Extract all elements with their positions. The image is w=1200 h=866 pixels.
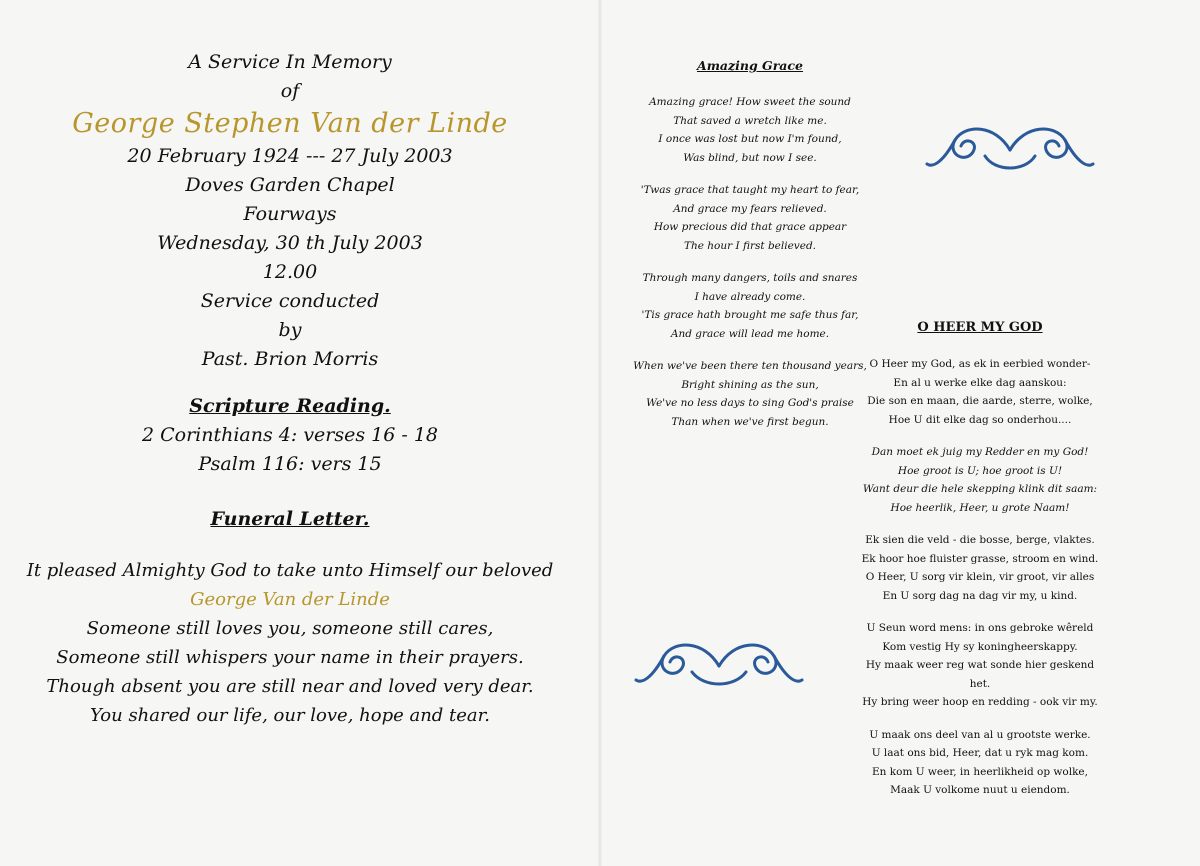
verse-line: I have already come. xyxy=(694,290,806,303)
area: Fourways xyxy=(243,203,337,225)
verse-line: Dan moet ek juig my Redder en my God! xyxy=(871,446,1089,458)
verse-line: 'Twas grace that taught my heart to fear, xyxy=(640,184,860,196)
o-heer-my-god-hymn xyxy=(860,320,1100,800)
scroll-ornament-top xyxy=(925,118,1095,178)
hymn-title: O HEER MY GOD xyxy=(917,320,1043,335)
verse-line: Bright shining as the sun, xyxy=(681,378,819,391)
amazing-grace-hymn xyxy=(625,58,875,431)
verse-line: En kom U weer, in heerlikheid op wolke, xyxy=(872,765,1088,778)
verse-line: Was blind, but now I see. xyxy=(683,151,817,164)
hymn-verse xyxy=(860,355,1100,429)
verse-line: Hoe groot is U; hoe groot is U! xyxy=(897,464,1063,477)
verse-line: Kom vestig Hy sy koningheerskappy. xyxy=(882,640,1078,653)
verse-line: O Heer my God, as ek in eerbied wonder- xyxy=(869,358,1091,370)
by-text: by xyxy=(278,319,302,341)
verse-line: En al u werke elke dag aanskou: xyxy=(893,376,1067,389)
hymn-verse xyxy=(860,619,1100,712)
verse-line: Hoe heerlik, Heer, u grote Naam! xyxy=(890,501,1070,514)
letter-line: You shared our life, our love, hope and tear. xyxy=(89,705,491,726)
verse-line: Through many dangers, toils and snares xyxy=(642,272,858,284)
deceased-name: George Stephen Van der Linde xyxy=(72,108,508,139)
verse-line: 'Tis grace hath brought me safe thus far, xyxy=(641,309,859,321)
verse-line: Want deur die hele skepping klink dit saam: xyxy=(862,483,1098,495)
verse-line: And grace my fears relieved. xyxy=(673,202,827,215)
verse-line: U Seun word mens: in ons gebroke wêreld xyxy=(866,622,1094,634)
verse-line: En U sorg dag na dag vir my, u kind. xyxy=(882,589,1078,602)
hymn-verse xyxy=(860,531,1100,605)
verse-line: Hy maak weer reg wat sonde hier geskend het. xyxy=(865,659,1095,690)
venue: Doves Garden Chapel xyxy=(185,174,395,196)
verse-line: I once was lost but now I'm found, xyxy=(658,133,842,145)
life-dates: 20 February 1924 --- 27 July 2003 xyxy=(127,145,453,167)
hymn-verse xyxy=(625,181,875,255)
verse-line: O Heer, U sorg vir klein, vir groot, vir alles xyxy=(865,571,1095,583)
service-details xyxy=(26,48,554,730)
verse-line: That saved a wretch like me. xyxy=(673,114,827,127)
pastor-name: Past. Brion Morris xyxy=(201,348,379,370)
letter-line: Someone still loves you, someone still cares, xyxy=(86,618,494,639)
verse-line: Ek hoor hoe fluister grasse, stroom en wind. xyxy=(861,552,1099,565)
hymn-chorus xyxy=(860,443,1100,517)
verse-line: U laat ons bid, Heer, dat u ryk mag kom. xyxy=(871,747,1089,759)
letter-heading: Funeral Letter. xyxy=(210,508,370,530)
letter-line: Though absent you are still near and loved very dear. xyxy=(46,676,534,697)
service-date: Wednesday, 30 th July 2003 xyxy=(157,232,423,254)
letter-name: George Van der Linde xyxy=(190,589,390,610)
verse-line: Amazing grace! How sweet the sound xyxy=(649,96,851,108)
scripture-line: 2 Corinthians 4: verses 16 - 18 xyxy=(141,424,439,446)
scroll-ornament-bottom xyxy=(634,636,804,696)
letter-intro: It pleased Almighty God to take unto Himself our beloved xyxy=(26,560,554,581)
hymn-title: Amazing Grace xyxy=(697,58,803,73)
hymn-verse xyxy=(625,269,875,343)
verse-line: Hoe U dit elke dag so onderhou.... xyxy=(888,413,1072,426)
verse-line: U maak ons deel van al u grootste werke. xyxy=(869,728,1091,741)
hymn-verse xyxy=(625,357,875,431)
page-fold xyxy=(598,0,602,866)
scripture-line: Psalm 116: vers 15 xyxy=(198,453,382,475)
hymn-verse xyxy=(625,93,875,167)
verse-line: Ek sien die veld - die bosse, berge, vlaktes. xyxy=(865,534,1095,546)
service-time: 12.00 xyxy=(262,261,318,283)
letter-line: Someone still whispers your name in their prayers. xyxy=(56,647,524,668)
verse-line: The hour I first believed. xyxy=(683,239,817,252)
conducted-text: Service conducted xyxy=(200,290,380,312)
verse-line: Than when we've first begun. xyxy=(671,415,829,428)
verse-line: When we've been there ten thousand years, xyxy=(633,360,867,372)
verse-line: Die son en maan, die aarde, sterre, wolke, xyxy=(867,395,1093,407)
hymn-verse xyxy=(860,726,1100,800)
verse-line: And grace will lead me home. xyxy=(670,327,830,340)
of-text: of xyxy=(280,80,300,102)
verse-line: How precious did that grace appear xyxy=(653,221,847,233)
verse-line: We've no less days to sing God's praise xyxy=(646,397,854,409)
service-title: A Service In Memory xyxy=(188,51,392,73)
verse-line: Maak U volkome nuut u eiendom. xyxy=(890,784,1070,796)
scripture-heading: Scripture Reading. xyxy=(189,395,391,417)
verse-line: Hy bring weer hoop en redding - ook vir my. xyxy=(862,696,1098,708)
